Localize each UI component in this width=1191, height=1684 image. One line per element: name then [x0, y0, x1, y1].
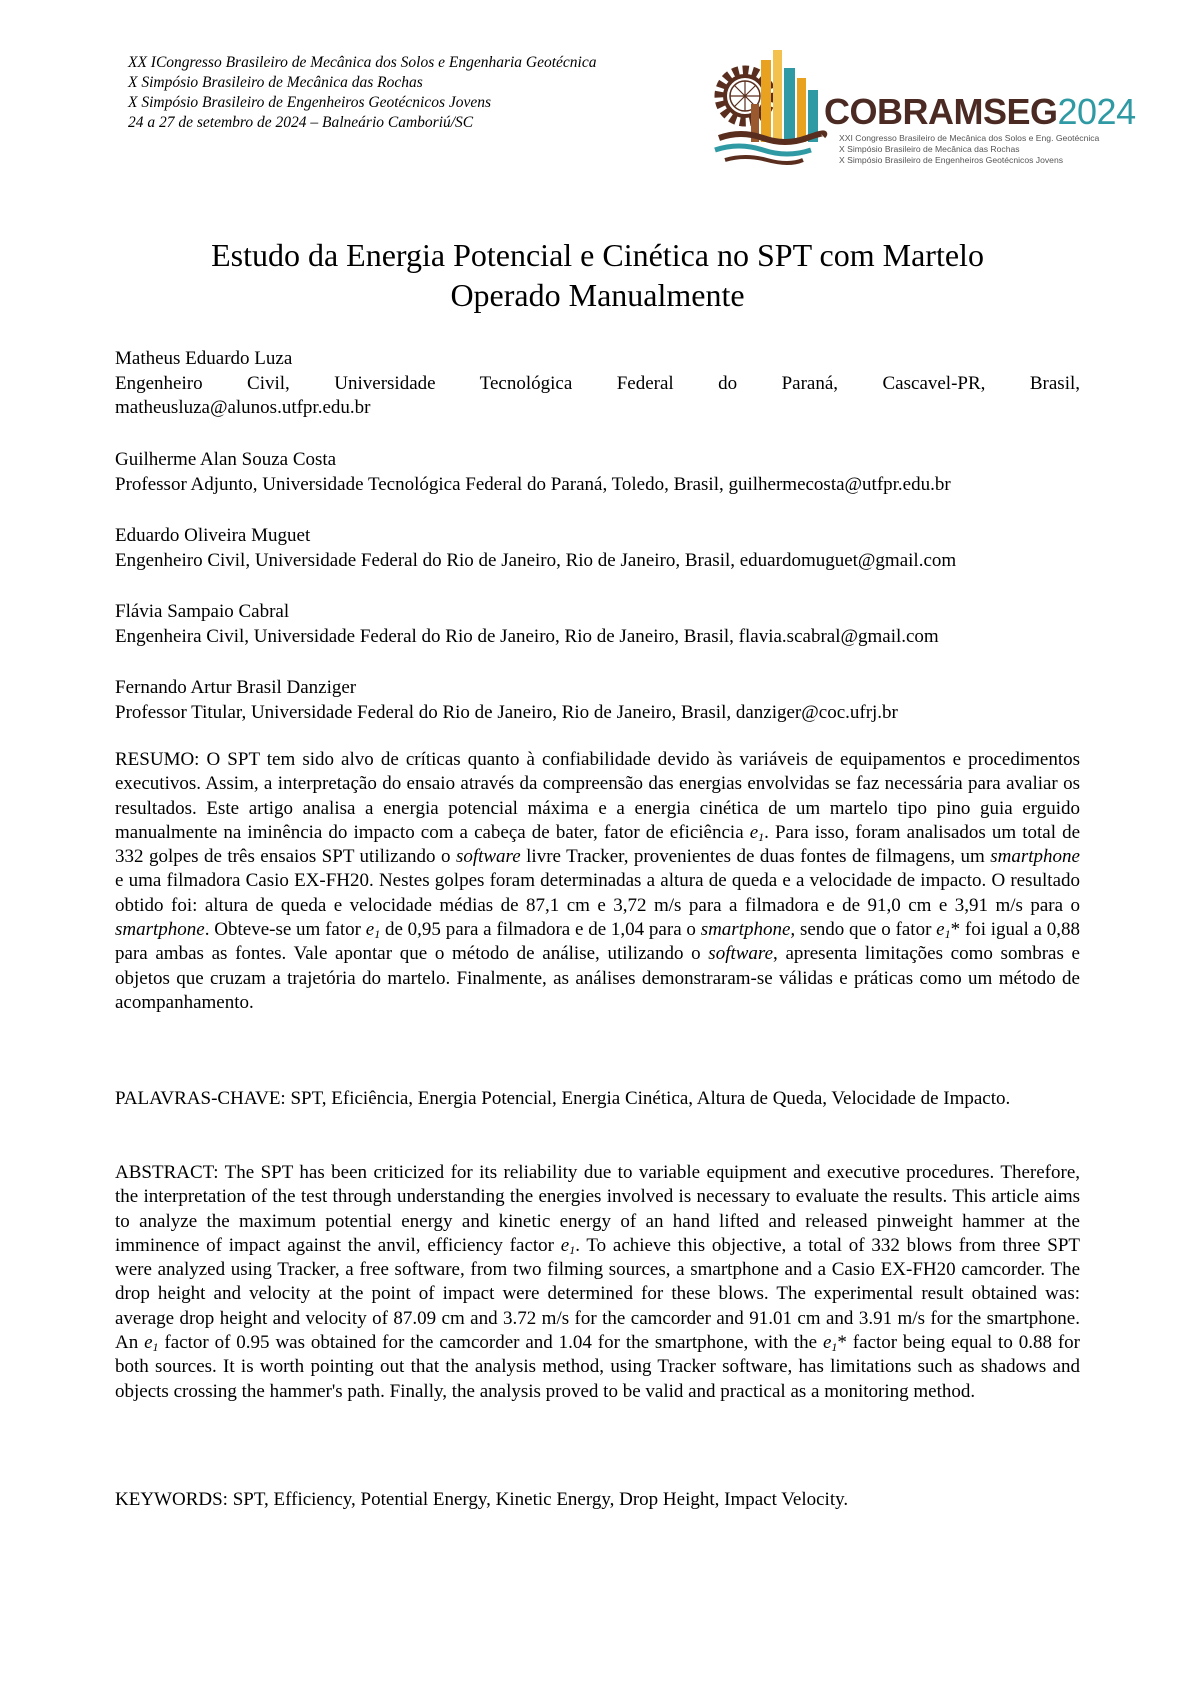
author-name: Flávia Sampaio Cabral [115, 601, 290, 622]
symbol-subscript: 1 [374, 927, 381, 942]
logo-emblem-icon [711, 46, 831, 168]
symbol-e: e [822, 1332, 832, 1354]
author-affiliation: Professor Adjunto, Universidade Tecnológica Federal do Paraná, Toledo, Brasil, guilhermecosta@utfpr.edu.br [115, 473, 951, 495]
resumo-text: livre Tracker, provenientes de duas fontes de filmagens, um [520, 846, 991, 868]
author-email: matheusluza@alunos.utfpr.edu.br [115, 397, 371, 418]
author-block [115, 676, 1080, 725]
resumo-text: RESUMO: O SPT tem sido alvo de críticas quanto à confiabilidade devido às variáveis de equipamentos e procedimentos executivos. Assim, a interpretação do ensaio através da compreensão das energias envolvidas se faz necessária para avaliar os resultados. Este artigo analisa a energia potencial máxima e a energia cinética de um martelo tipo pino guia erguido manualmente na iminência do impacto com a cabeça de bater, fator de eficiência [115, 749, 1080, 843]
resumo-italic: software [708, 943, 774, 965]
logo-year: 2024 [1057, 91, 1136, 132]
resumo-paragraph [115, 748, 1080, 1015]
cobramseg-logo [711, 46, 1136, 168]
author-name: Fernando Artur Brasil Danziger [115, 677, 357, 698]
resumo-text: , apresenta limitações como sombras e objetos que cruzam a trajetória do martelo. Finalmente, as análises demonstraram-se válidas e práticas como um método de acompanhamento. [115, 943, 1080, 1013]
title-line: Estudo da Energia Potencial e Cinética no SPT com Martelo [211, 237, 984, 273]
title-line: Operado Manualmente [450, 277, 745, 313]
symbol-subscript: 1 [152, 1340, 159, 1355]
symbol-e: e [749, 821, 759, 843]
resumo-italic: smartphone [115, 919, 205, 941]
author-block [115, 347, 1080, 421]
author-affiliation: Engenheiro Civil, Universidade Federal do Rio de Janeiro, Rio de Janeiro, Brasil, eduardomuguet@gmail.com [115, 549, 957, 571]
logo-brand: COBRAMSEG [824, 91, 1058, 132]
resumo-italic: smartphone, [700, 919, 796, 941]
abstract-text: . To achieve this objective, a total of 332 blows from three SPT were analyzed using Tracker, a free software, from two filming sources, a smartphone and a Casio EX-FH20 camcorder. The drop height and velocity at the point of impact were determined for these blows. The experimental result obtained was: average drop height and velocity of 87.09 cm and 3.72 m/s for the camcorder and 91.01 cm and 3.91 m/s for the smartphone. An [115, 1234, 1080, 1354]
header-line: XX ICongresso Brasileiro de Mecânica dos Solos e Engenharia Geotécnica [128, 54, 597, 71]
conference-header [128, 53, 688, 133]
header-line: 24 a 27 de setembro de 2024 – Balneário Camboriú/SC [128, 114, 474, 131]
author-affiliation: Professor Titular, Universidade Federal do Rio de Janeiro, Rio de Janeiro, Brasil, danziger@coc.ufrj.br [115, 701, 898, 723]
abstract-text: * factor being equal to 0.88 for both sources. It is worth pointing out that the analysis method, using Tracker software, has limitations such as shadows and objects crossing the hammer's path. Finally, the analysis proved to be valid and practical as a monitoring method. [115, 1332, 1080, 1402]
logo-sub-line: XXI Congresso Brasileiro de Mecânica dos Solos e Eng. Geotécnica [839, 133, 1100, 143]
header-line: X Simpósio Brasileiro de Engenheiros Geotécnicos Jovens [128, 94, 492, 111]
author-block [115, 448, 1080, 497]
symbol-e: e [560, 1234, 570, 1256]
resumo-text: * foi igual a 0,88 para ambas as fontes. Vale apontar que o método de análise, utilizando o [115, 919, 1080, 965]
author-affiliation: Engenheiro Civil, Universidade Tecnológica Federal do Paraná, Cascavel-PR, Brasil, [115, 372, 1080, 394]
header-line: X Simpósio Brasileiro de Mecânica das Rochas [128, 74, 423, 91]
resumo-text: . Para isso, foram analisados um total de 332 golpes de três ensaios SPT utilizando o [115, 821, 1081, 868]
symbol-subscript: 1 [758, 829, 765, 844]
resumo-italic: smartphone [990, 846, 1080, 868]
author-name: Eduardo Oliveira Muguet [115, 525, 311, 546]
author-block [115, 524, 1080, 573]
symbol-subscript: 1 [944, 927, 951, 942]
resumo-text: sendo que o fator [795, 919, 937, 941]
resumo-text: de 0,95 para a filmadora e de 1,04 para o [380, 919, 701, 941]
symbol-subscript: 1 [831, 1340, 838, 1355]
palavras-chave: PALAVRAS-CHAVE: SPT, Eficiência, Energia Potencial, Energia Cinética, Altura de Queda, Velocidade de Impacto. [115, 1088, 1011, 1109]
abstract-paragraph [115, 1161, 1080, 1404]
resumo-text: . Obteve-se um fator [204, 919, 366, 941]
symbol-e: e [365, 919, 375, 941]
logo-subtitle [839, 133, 1099, 166]
author-name: Matheus Eduardo Luza [115, 348, 293, 369]
keywords: KEYWORDS: SPT, Efficiency, Potential Energy, Kinetic Energy, Drop Height, Impact Velocity. [115, 1489, 849, 1510]
abstract-text: ABSTRACT: The SPT has been criticized for its reliability due to variable equipment and executive procedures. Therefore, the interpretation of the test through understanding the energies involved is necessary to evaluate the results. This article aims to analyze the maximum potential energy and kinetic energy of an hand lifted and released pinweight hammer at the imminence of impact against the anvil, efficiency factor [115, 1162, 1080, 1256]
logo-sub-line: X Simpósio Brasileiro de Mecânica das Rochas [839, 144, 1020, 154]
author-block [115, 600, 1080, 649]
resumo-text: e uma filmadora Casio EX-FH20. Nestes golpes foram determinadas a altura de queda e a velocidade de impacto. O resultado obtido foi: altura de queda e velocidade médias de 87,1 cm e 3,72 m/s para a filmadora e de 91,0 cm e 3,91 m/s para o [115, 870, 1080, 916]
logo-wordmark [824, 92, 1136, 132]
symbol-e: e [144, 1332, 153, 1354]
abstract-text: factor of 0.95 was obtained for the camcorder and 1.04 for the smartphone, with the [158, 1332, 823, 1354]
logo-sub-line: X Simpósio Brasileiro de Engenheiros Geotécnicos Jovens [839, 155, 1064, 165]
paper-title [115, 235, 1080, 315]
resumo-italic: software [455, 846, 521, 868]
author-name: Guilherme Alan Souza Costa [115, 449, 337, 470]
symbol-e: e [936, 919, 945, 941]
symbol-subscript: 1 [569, 1242, 576, 1257]
author-affiliation: Engenheira Civil, Universidade Federal do Rio de Janeiro, Rio de Janeiro, Brasil, flavia.scabral@gmail.com [115, 625, 939, 647]
